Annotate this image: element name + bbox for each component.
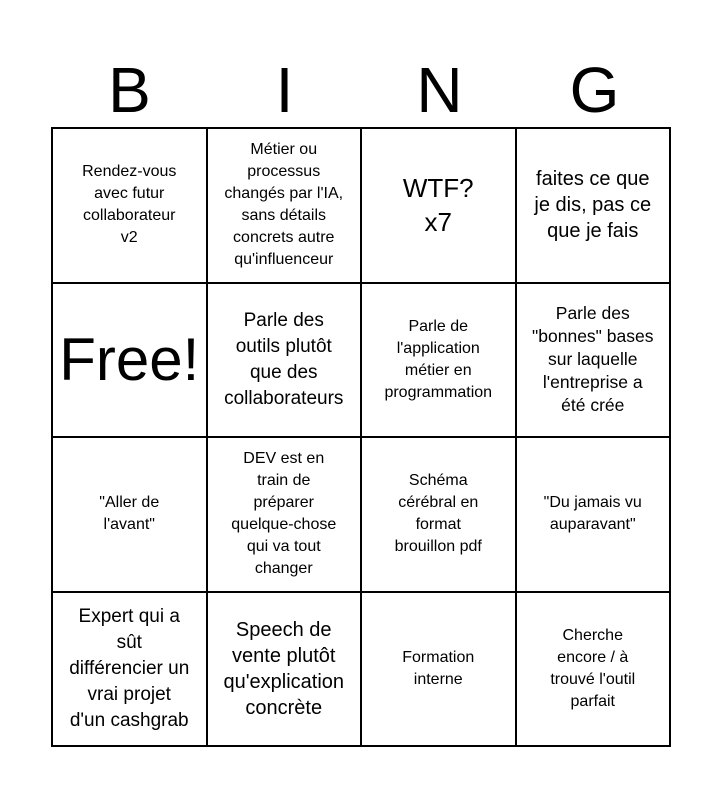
bingo-cell[interactable] <box>517 438 672 593</box>
bingo-cell[interactable] <box>362 284 517 439</box>
cell-text: Formation interne <box>402 648 475 688</box>
cell-text: Schéma cérébral en format brouillon pdf <box>394 472 482 556</box>
header-letter-g: G <box>569 54 620 126</box>
cell-text: "Du jamais vu auparavant" <box>543 494 642 534</box>
free-space-cell[interactable] <box>53 284 208 439</box>
bingo-grid <box>51 127 671 747</box>
bingo-cell[interactable] <box>362 129 517 284</box>
bingo-cell[interactable] <box>517 129 672 284</box>
bingo-cell[interactable] <box>517 593 672 748</box>
cell-text: Rendez-vous avec futur collaborateur v2 <box>82 163 177 247</box>
bingo-cell[interactable] <box>53 593 208 748</box>
bingo-cell[interactable] <box>208 129 363 284</box>
bingo-cell[interactable] <box>53 129 208 284</box>
bingo-cell[interactable] <box>362 438 517 593</box>
bingo-header <box>52 52 672 128</box>
header-letter-n: N <box>416 54 463 126</box>
bingo-cell[interactable] <box>517 284 672 439</box>
cell-text: faites ce que je dis, pas ce que je fais <box>534 168 652 243</box>
cell-text: Speech de vente plutôt qu'explication concrète <box>223 618 345 719</box>
bingo-cell[interactable] <box>362 593 517 748</box>
cell-text: WTF? x7 <box>402 173 474 238</box>
header-letter-i: I <box>275 54 294 126</box>
cell-text: Métier ou processus changés par l'IA, sans détails concrets autre qu'influenceur <box>224 141 344 269</box>
cell-text: Expert qui a sût différencier un vrai projet d'un cashgrab <box>69 605 190 731</box>
header-letter-b: B <box>108 54 151 126</box>
bingo-cell[interactable] <box>208 438 363 593</box>
cell-text: Parle de l'application métier en programmation <box>384 317 493 401</box>
bingo-cell[interactable] <box>208 593 363 748</box>
cell-text: Cherche encore / à trouvé l'outil parfait <box>550 626 636 710</box>
bingo-cell[interactable] <box>53 438 208 593</box>
cell-text: Parle des outils plutôt que des collaborateurs <box>224 309 344 409</box>
bingo-cell[interactable] <box>208 284 363 439</box>
cell-text: DEV est en train de préparer quelque-chose qui va tout changer <box>231 450 337 578</box>
free-space-text: Free! <box>59 325 200 393</box>
cell-text: "Aller de l'avant" <box>99 494 160 534</box>
cell-text: Parle des "bonnes" bases sur laquelle l'entreprise a été crée <box>532 303 654 416</box>
